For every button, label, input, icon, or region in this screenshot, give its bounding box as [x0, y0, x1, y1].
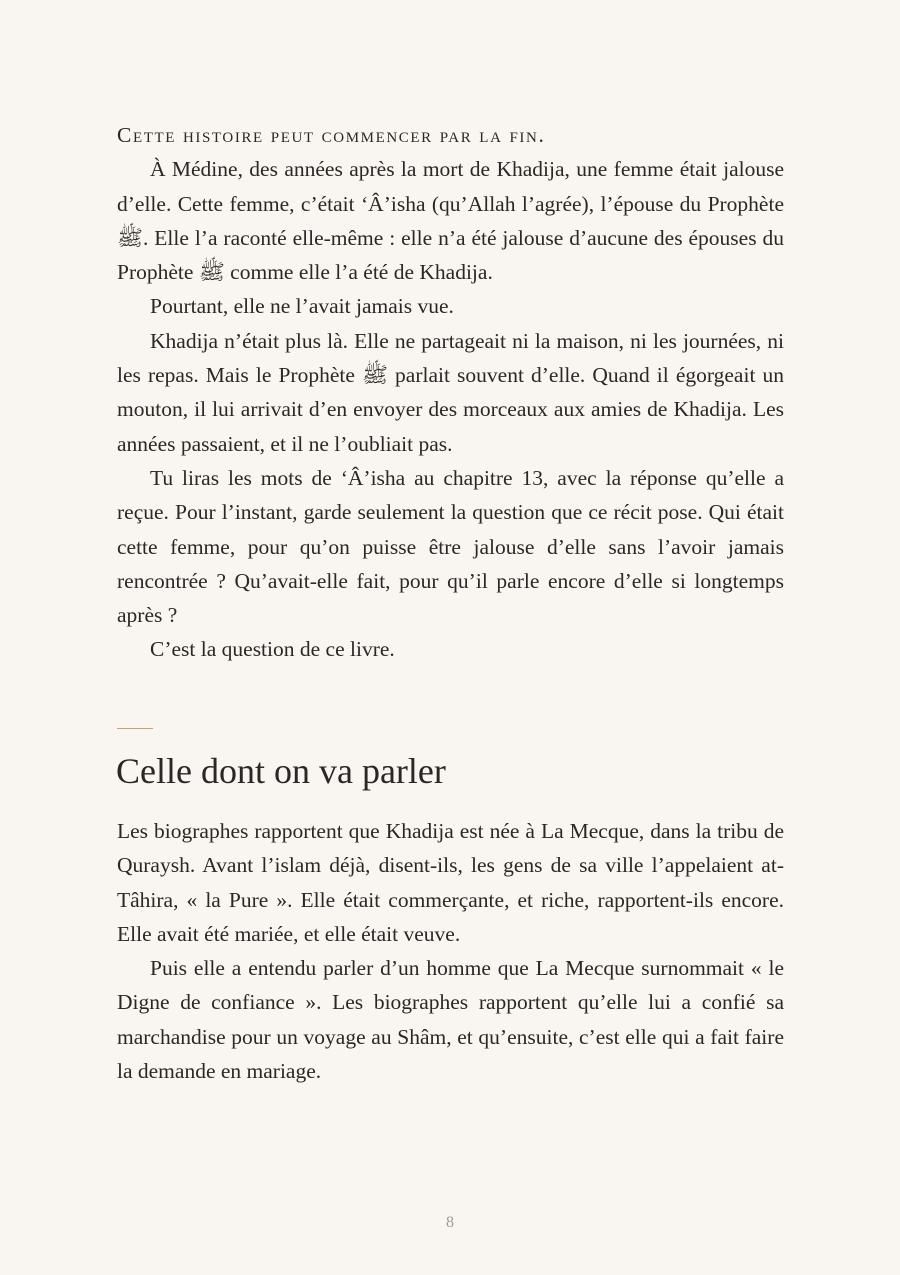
page-number: 8 — [446, 1214, 454, 1231]
section-divider-rule — [117, 728, 153, 729]
opening-smallcaps: Cette histoire peut commencer par la fin. — [117, 123, 546, 147]
section-paragraph: Les biographes rapportent que Khadija est née à La Mecque, dans la tribu de Quraysh. Avant l’islam déjà, disent-ils, les gens de sa ville l’appelaient at-Tâhira, « la Pure ». Elle était commerçante, et riche, rapportent-ils encore. Elle avait été mariée, et elle était veuve. — [117, 819, 784, 946]
intro-text — [117, 118, 784, 667]
intro-paragraph: Pourtant, elle ne l’avait jamais vue. — [150, 294, 454, 319]
section-paragraph: Puis elle a entendu parler d’un homme que La Mecque surnommait « le Digne de confiance ». Les biographes rapportent qu’elle lui a confié sa marchandise pour un voyage au Shâm, et qu’ensuite, c’est elle qui a fait faire la demande en mariage. — [117, 956, 784, 1084]
opening-line — [117, 118, 784, 152]
intro-paragraph: À Médine, des années après la mort de Khadija, une femme était jalouse d’elle. Cette femme, c’était ‘Â’isha (qu’Allah l’agrée), l’épouse du Prophète ﷺ. Elle l’a raconté elle-même : elle n’a été jalouse d’aucune des épouses du Prophète ﷺ comme elle l’a été de Khadija. — [117, 157, 784, 285]
intro-paragraph: Tu liras les mots de ‘Â’isha au chapitre 13, avec la réponse qu’elle a reçue. Pour l’instant, garde seulement la question que ce récit pose. Qui était cette femme, pour qu’on puisse être jalouse d’elle sans l’avoir jamais rencontrée ? Qu’avait-elle fait, pour qu’il parle encore d’elle si longtemps après ? — [117, 465, 784, 628]
section-body — [117, 814, 784, 1088]
intro-paragraph: C’est la question de ce livre. — [150, 637, 395, 662]
intro-paragraph: Khadija n’était plus là. Elle ne partageait ni la maison, ni les journées, ni les repas. Mais le Prophète ﷺ parlait souvent d’elle. Quand il égorgeait un mouton, il lui arrivait d’en envoyer des morceaux aux amies de Khadija. Les années passaient, et il ne l’oubliait pas. — [117, 328, 784, 456]
section-title: Celle dont on va parler — [116, 751, 446, 791]
